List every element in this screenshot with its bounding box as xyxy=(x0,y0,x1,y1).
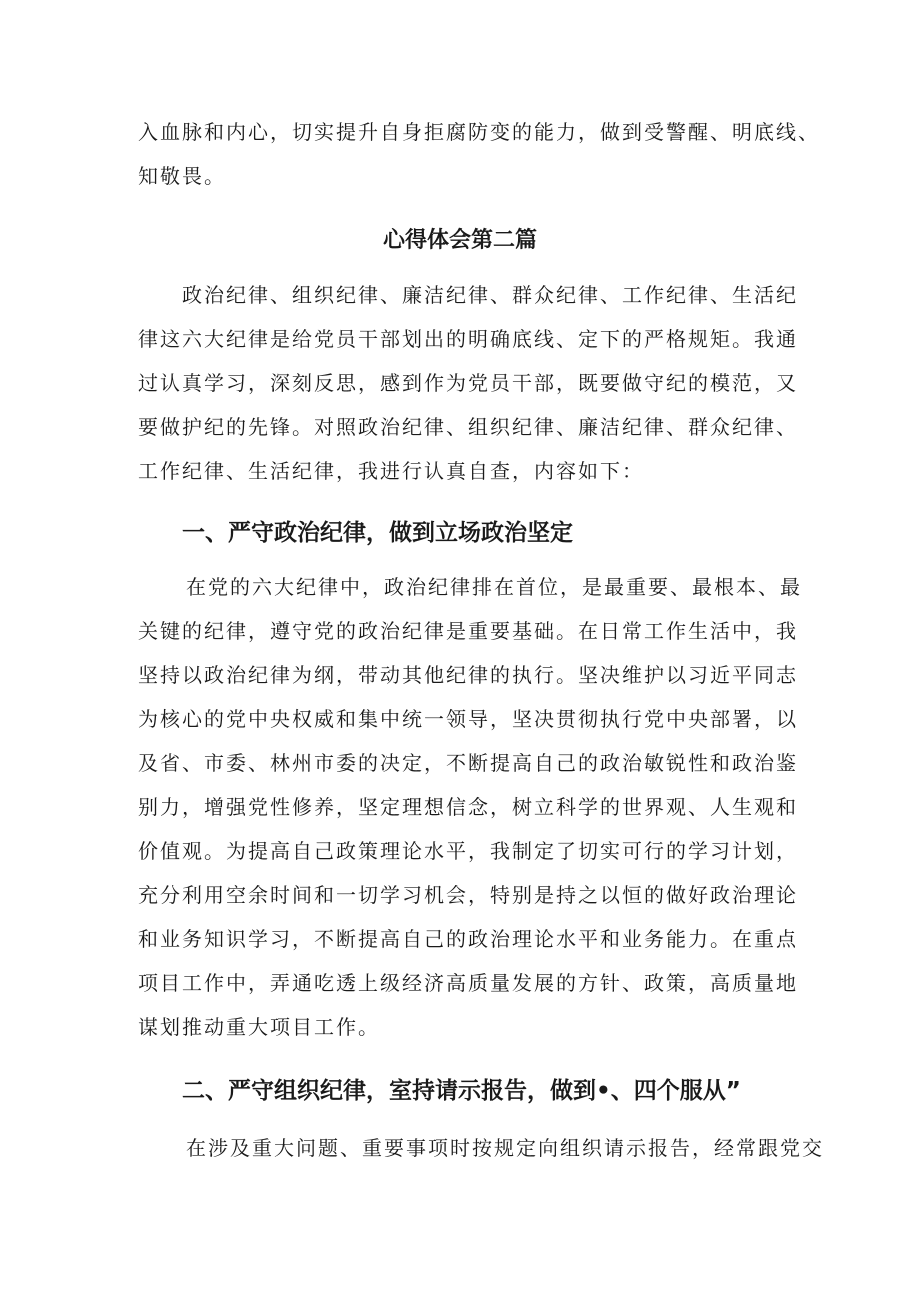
section-1-line-7: 价值观。为提高自己政策理论水平，我制定了切实可行的学习计划， xyxy=(138,839,798,863)
section-1-line-8: 充分利用空余时间和一切学习机会，特别是持之以恒的做好政治理论 xyxy=(138,883,798,907)
opening-line-1: 政治纪律、组织纪律、廉洁纪律、群众纪律、工作纪律、生活纪 xyxy=(182,283,798,307)
section-1-line-2: 关键的纪律，遵守党的政治纪律是重要基础。在日常工作生活中，我 xyxy=(138,619,798,643)
section-1-line-4: 为核心的党中央权威和集中统一领导，坚决贯彻执行党中央部署，以 xyxy=(138,707,798,731)
opening-line-4: 要做护纪的先锋。对照政治纪律、组织纪律、廉洁纪律、群众纪律、 xyxy=(138,415,798,439)
opening-line-5: 工作纪律、生活纪律，我进行认真自查，内容如下： xyxy=(138,459,644,483)
opening-line-2: 律这六大纪律是给党员干部划出的明确底线、定下的严格规矩。我通 xyxy=(138,327,798,351)
section-2-heading: 二、严守组织纪律，室持请示报告，做到•、四个服从” xyxy=(182,1078,741,1104)
section-1-line-11: 谋划推动重大项目工作。 xyxy=(138,1015,380,1039)
intro-line-1: 入血脉和内心，切实提升自身拒腐防变的能力，做到受警醒、明底线、 xyxy=(138,120,820,144)
opening-line-3: 过认真学习，深刻反思，感到作为党员干部，既要做守纪的模范，又 xyxy=(138,371,798,395)
section-1-line-1: 在党的六大纪律中，政治纪律排在首位，是最重要、最根本、最 xyxy=(186,575,802,599)
section-1-line-3: 坚持以政治纪律为纲，带动其他纪律的执行。坚决维护以习近平同志 xyxy=(138,663,798,687)
section-1-line-9: 和业务知识学习，不断提高自己的政治理论水平和业务能力。在重点 xyxy=(138,927,798,951)
section-1-line-6: 别力，增强党性修养，坚定理想信念，树立科学的世界观、人生观和 xyxy=(138,795,798,819)
article-title: 心得体会第二篇 xyxy=(382,228,537,253)
section-1-heading: 一、严守政治纪律，做到立场政治坚定 xyxy=(182,520,573,546)
section-1-line-5: 及省、市委、林州市委的决定，不断提高自己的政治敏锐性和政治鉴 xyxy=(138,751,798,775)
intro-line-2: 知敬畏。 xyxy=(138,164,226,188)
section-2-line-1: 在涉及重大问题、重要事项时按规定向组织请示报告，经常跟党交 xyxy=(186,1136,824,1160)
section-1-line-10: 项目工作中，弄通吃透上级经济高质量发展的方针、政策，高质量地 xyxy=(138,971,798,995)
